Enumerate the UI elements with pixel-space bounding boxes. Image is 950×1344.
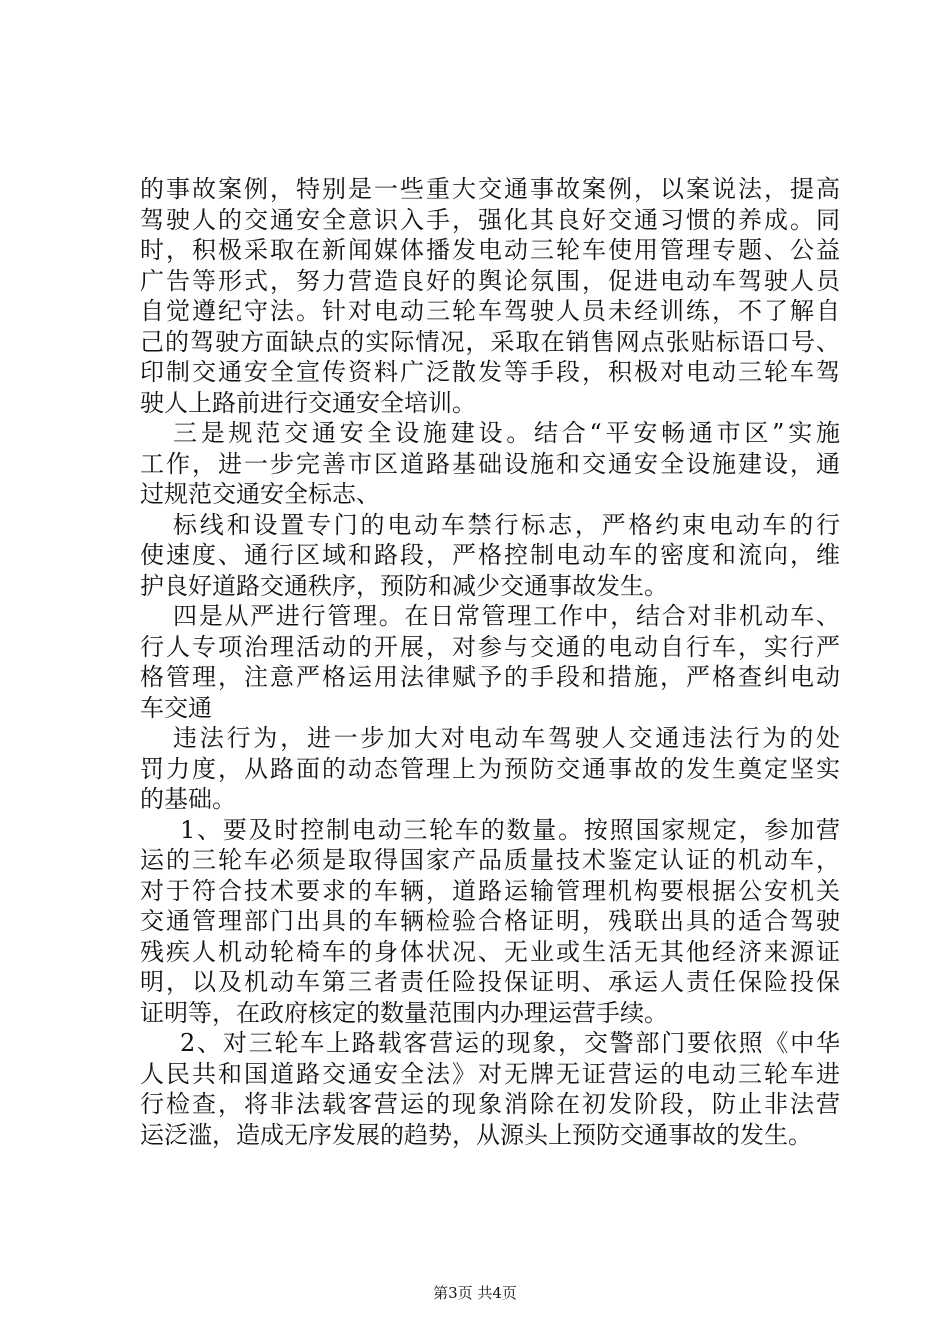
text-line: 格管理，注意严格运用法律赋予的手段和措施，严格查纠电动 <box>140 663 840 691</box>
text-line: 交通管理部门出具的车辆检验合格证明，残联出具的适合驾驶 <box>140 907 840 935</box>
text-line: 行检查，将非法载客营运的现象消除在初发阶段，防止非法营 <box>140 1090 840 1118</box>
text-line: 1、要及时控制电动三轮车的数量。按照国家规定，参加营 <box>180 815 840 844</box>
text-line: 标线和设置专门的电动车禁行标志，严格约束电动车的行 <box>173 510 840 539</box>
text-line: 2、对三轮车上路载客营运的现象，交警部门要依照《中华 <box>180 1029 840 1057</box>
text-line: 违法行为，进一步加大对电动车驾驶人交通违法行为的处 <box>173 724 840 752</box>
page-number-footer: 第3页 共4页 <box>433 1284 517 1302</box>
text-line: 证明等，在政府核定的数量范围内办理运营手续。 <box>140 998 668 1027</box>
text-line: 自觉遵纪守法。针对电动三轮车驾驶人员未经训练，不了解自 <box>140 297 840 325</box>
text-line: 人民共和国道路交通安全法》对无牌无证营运的电动三轮车进 <box>140 1059 840 1088</box>
text-line: 三是规范交通安全设施建设。结合“平安畅通市区”实施 <box>173 419 840 447</box>
text-line: 车交通 <box>140 693 212 722</box>
text-line: 印制交通安全宣传资料广泛散发等手段，积极对电动三轮车驾 <box>140 358 840 386</box>
paragraph-management <box>140 601 840 723</box>
text-line: 广告等形式，努力营造良好的舆论氛围，促进电动车驾驶人员 <box>140 266 840 295</box>
text-line: 时，积极采取在新闻媒体播发电动三轮车使用管理专题、公益 <box>140 236 840 264</box>
text-line: 的事故案例，特别是一些重大交通事故案例，以案说法，提高 <box>140 175 840 203</box>
paragraph-facilities <box>140 418 840 510</box>
paragraph-violations <box>140 723 840 815</box>
text-line: 护良好道路交通秩序，预防和减少交通事故发生。 <box>140 571 668 600</box>
text-line: 残疾人机动轮椅车的身体状况、无业或生活无其他经济来源证 <box>140 937 840 966</box>
paragraph-awareness <box>140 174 840 418</box>
text-line: 过规范交通安全标志、 <box>140 480 380 508</box>
text-line: 己的驾驶方面缺点的实际情况，采取在销售网点张贴标语口号、 <box>140 327 840 356</box>
text-line: 运泛滥，造成无序发展的趋势，从源头上预防交通事故的发生。 <box>140 1120 812 1149</box>
text-line: 使速度、通行区域和路段，严格控制电动车的密度和流向，维 <box>140 541 840 569</box>
text-line: 驶人上路前进行交通安全培训。 <box>140 388 476 417</box>
paragraph-markings <box>140 510 840 602</box>
paragraph-item-2 <box>140 1028 840 1150</box>
text-line: 对于符合技术要求的车辆，道路运输管理机构要根据公安机关 <box>140 876 840 905</box>
text-line: 运的三轮车必须是取得国家产品质量技术鉴定认证的机动车， <box>140 846 840 874</box>
text-line: 明，以及机动车第三者责任险投保证明、承运人责任保险投保 <box>140 968 840 996</box>
paragraph-item-1 <box>140 815 840 1029</box>
text-line: 驾驶人的交通安全意识入手，强化其良好交通习惯的养成。同 <box>140 205 840 234</box>
text-line: 行人专项治理活动的开展，对参与交通的电动自行车，实行严 <box>140 632 840 661</box>
document-body <box>140 174 840 1150</box>
text-line: 罚力度，从路面的动态管理上为预防交通事故的发生奠定坚实 <box>140 754 840 783</box>
text-line: 四是从严进行管理。在日常管理工作中，结合对非机动车、 <box>173 602 840 630</box>
text-line: 工作，进一步完善市区道路基础设施和交通安全设施建设，通 <box>140 449 840 478</box>
text-line: 的基础。 <box>140 785 236 813</box>
